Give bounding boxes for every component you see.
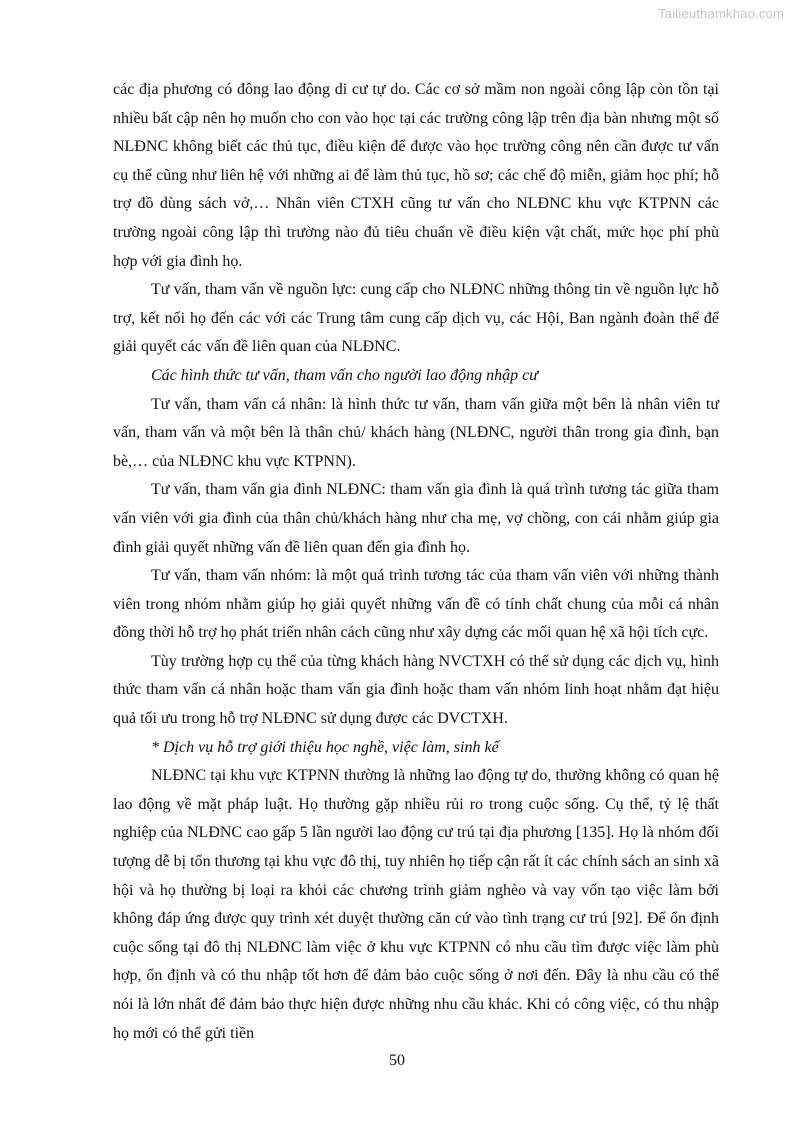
page-number: 50	[389, 1052, 405, 1069]
paragraph-group-counseling: Tư vấn, tham vấn nhóm: là một quá trình tương tác của tham vấn viên với những thành viên trong nhóm nhằm giúp họ giải quyết những vấn đề có tính chất chung của mỗi cá nhân đồng thời hỗ trợ họ phát triển nhân cách cũng như xây dựng các mối quan hệ xã hội tích cực.	[113, 567, 719, 642]
section-heading-counseling-forms: Các hình thức tư vấn, tham vấn cho người lao động nhập cư	[151, 366, 538, 384]
paragraph-vocational-needs: NLĐNC tại khu vực KTPNN thường là những lao động tự do, thường không có quan hệ lao động về mặt pháp luật. Họ thường gặp nhiều rủi ro trong cuộc sống. Cụ thể, tỷ lệ thất nghiệp của NLĐNC cao gấp 5 lần người lao động cư trú tại địa phương [135]. Họ là nhóm đối tượng dễ bị tổn thương tại khu vực đô thị, tuy nhiên họ tiếp cận rất ít các chính sách an sinh xã hội và họ thường bị loại ra khỏi các chương trình giảm nghèo và vay vốn tạo việc làm bởi không đáp ứng được quy trình xét duyệt thường căn cứ vào tình trạng cư trú [92]. Để ổn định cuộc sống tại đô thị NLĐNC làm việc ở khu vực KTPNN có nhu cầu tìm được việc làm phù hợp, ổn định và có thu nhập tốt hơn để đảm bảo cuộc sống ở nơi đến. Đây là nhu cầu có thể nói là lớn nhất để đảm bảo thực hiện được những nhu cầu khác. Khi có công việc, có thu nhập họ mới có thể gửi tiền	[113, 767, 719, 1042]
document-body	[113, 76, 719, 1048]
paragraph-family-counseling: Tư vấn, tham vấn gia đình NLĐNC: tham vấn gia đình là quá trình tương tác giữa tham vấn viên với gia đình của thân chủ/khách hàng như cha mẹ, vợ chồng, con cái nhằm giúp gia đình giải quyết những vấn đề liên quan đến gia đình họ.	[113, 481, 719, 556]
section-heading-vocational-support: * Dịch vụ hỗ trợ giới thiệu học nghề, việc làm, sinh kế	[151, 738, 499, 756]
paragraph-individual-counseling: Tư vấn, tham vấn cá nhân: là hình thức tư vấn, tham vấn giữa một bên là nhân viên tư vấn, tham vấn và một bên là thân chủ/ khách hàng (NLĐNC, người thân trong gia đình, bạn bè,… của NLĐNC khu vực KTPNN).	[113, 395, 719, 470]
watermark: Tailieuthamkhao.com	[658, 6, 784, 21]
paragraph-continuation: các địa phương có đông lao động di cư tự do. Các cơ sở mầm non ngoài công lập còn tồn tại nhiều bất cập nên họ muốn cho con vào học tại các trường công lập trên địa bàn nhưng một số NLĐNC không biết các thủ tục, điều kiện để được vào học trường công nên cần được tư vấn cụ thể cũng như liên hệ với những ai để làm thủ tục, hồ sơ; các chế độ miễn, giảm học phí; hỗ trợ đồ dùng sách vở,… Nhân viên CTXH cũng tư vấn cho NLĐNC khu vực KTPNN các trường ngoài công lập thì trường nào đủ tiêu chuẩn về điều kiện vật chất, mức học phí phù hợp với gia đình họ.	[113, 81, 719, 270]
paragraph-flexible-use: Tùy trường hợp cụ thể của từng khách hàng NVCTXH có thể sử dụng các dịch vụ, hình thức tham vấn cá nhân hoặc tham vấn gia đình hoặc tham vấn nhóm linh hoạt nhằm đạt hiệu quả tối ưu trong hỗ trợ NLĐNC sử dụng được các DVCTXH.	[113, 652, 719, 728]
paragraph-resource-counseling: Tư vấn, tham vấn về nguồn lực: cung cấp cho NLĐNC những thông tin về nguồn lực hỗ trợ, kết nối họ đến các với các Trung tâm cung cấp dịch vụ, các Hội, Ban ngành đoàn thể để giải quyết các vấn đề liên quan của NLĐNC.	[113, 281, 719, 356]
